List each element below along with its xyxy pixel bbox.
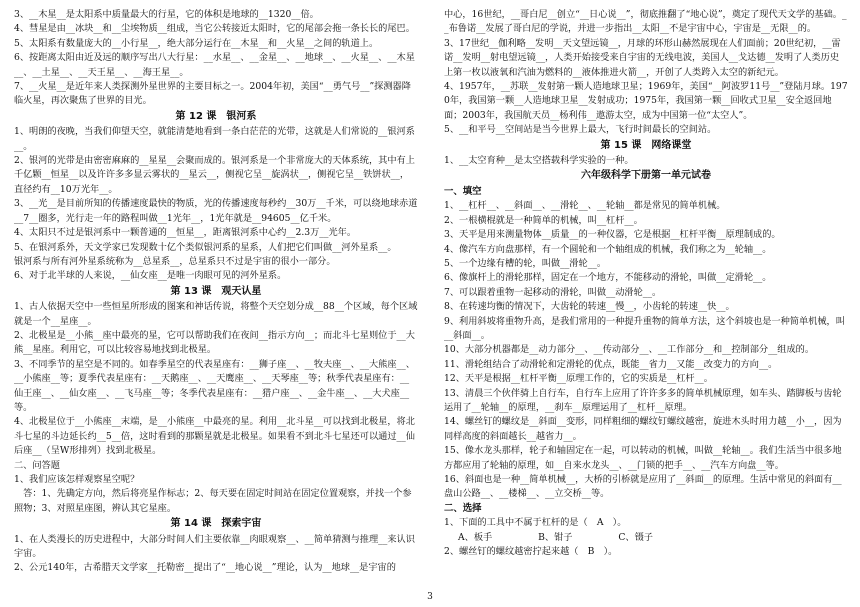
lesson-heading: 第 15 课 网络课堂 xyxy=(600,139,692,151)
choice-options: A、板手 B、钳子 C、镊子 xyxy=(458,531,653,543)
question-item: 3、__光__是目前所知的传播速度最快的物质，光的传播速度每秒约__30万__千米，可以绕地球赤道__7__圈多，光行走一年的路程叫做__1光年__，1光年就是__94605__亿千米。 xyxy=(14,198,418,224)
question-item: 13、清晨三个伙伴骑上自行车，自行车上应用了许许多多的简单机械原理，如车头、踏脚板与齿轮运用了__轮轴__的原理，__刹车__原理运用了__杠杆__原理。 xyxy=(444,387,842,413)
lesson-heading: 六年级科学下册第一单元试卷 xyxy=(581,170,711,182)
question-item: 二、问答题 xyxy=(14,459,60,471)
question-item: 4、北极星位于__小熊座__末端，是__小熊座__中最亮的星。利用__北斗星__可以找到北极星，将北斗七星的斗边延长约__5__倍，这时看到的那颗星就是北极星。如果看不到北斗七星还可以通过__仙后座__（呈W形排列）找到北极星。 xyxy=(14,416,415,457)
question-item: 1、明朗的夜晚，当我们仰望天空，就能清楚地看到一条白茫茫的光带，这就是人们常说的__银河系__。 xyxy=(14,126,415,152)
question-item: 5、一个边缘有槽的轮，叫做__滑轮__。 xyxy=(444,257,607,269)
question-item: 中心，16世纪，__哥白尼__创立“__日心说__”，彻底推翻了“地心说”，奠定了现代天文学的基础。__布鲁诺__发展了哥白尼的学说，并进一步指出__太阳__不是宇宙中心，宇宙是__无限__的。 xyxy=(444,9,847,35)
question-item: 10、大部分机器都是__动力部分__、__传动部分__、__工作部分__和__控制部分__组成的。 xyxy=(444,344,815,356)
question-item: 1、下面的工具中不属于杠杆的是（ A ）。 xyxy=(444,517,627,529)
lesson-heading: 第 14 课 探索宇宙 xyxy=(170,518,262,530)
right-column xyxy=(444,8,848,559)
question-item: 6、对于北半球的人来说，__仙女座__是唯一肉眼可见的河外星系。 xyxy=(14,270,287,282)
question-item: 4、1957年，__苏联__发射第一颗人造地球卫星；1969年，美国“__阿波罗11号__”登陆月球。1970年，我国第一颗__人造地球卫星__发射成功；1975年，我国第一颗__回收式卫星__安全返回地面；2003年，我国航天员__杨利伟__遨游太空，成为中国第一位“太空人”。 xyxy=(444,81,848,121)
question-item: 银河系与所有河外星系统称为__总星系__，总星系只不过是宇宙的很小一部分。 xyxy=(14,255,336,267)
question-item: 11、滑轮组结合了动滑轮和定滑轮的优点，既能__省力__又能__改变力的方向__。 xyxy=(444,358,778,370)
question-item: 5、__和平号__空间站是当今世界上最大，飞行时间最长的空间站。 xyxy=(444,124,717,136)
section-heading: 二、选择 xyxy=(444,502,482,514)
lesson-heading: 第 12 课 银河系 xyxy=(175,110,257,122)
question-item: 答：1、先确定方向，然后将亮星作标志；2、每天要在固定时间站在固定位置观察，并找一个参照物；3、对照星座图，辨认其它星座。 xyxy=(14,488,412,514)
question-item: 4、像汽车方向盘那样，有一个圆轮和一个轴组成的机械，我们称之为__轮轴__。 xyxy=(444,243,772,255)
question-item: 6、像旗杆上的滑轮那样，固定在一个地方，不能移动的滑轮，叫做__定滑轮__。 xyxy=(444,272,772,284)
question-item: 1、__太空育种__是太空搭载科学实验的一种。 xyxy=(444,155,634,167)
question-item: 4、太阳只不过是银河系中一颗普通的__恒星__，距离银河系中心约__2.3万__光年。 xyxy=(14,227,357,239)
lesson-heading: 第 13 课 观天认星 xyxy=(170,285,262,297)
question-item: 2、一根横棍就是一种简单的机械，叫__杠杆__。 xyxy=(444,214,643,226)
question-item: 3、天平是用来测量物体__质量__的一种仪器，它是根据__杠杆平衡__原理制成的。 xyxy=(444,229,781,241)
question-item: 14、螺丝钉的螺纹是__斜面__变形，同样粗细的螺纹钉螺纹越密，旋进木头时用力越__小__，因为同样高度的斜面越长__越省力__。 xyxy=(444,416,842,442)
question-item: 5、在银河系外，天文学家已发现数十亿个类似银河系的星系，人们把它们叫做__河外星系__。 xyxy=(14,241,397,253)
left-column xyxy=(14,8,418,576)
question-item: 15、像水龙头那样，轮子和轴固定在一起，可以转动的机械，叫做__轮轴__。我们生活当中很多地方都应用了轮轴的原理，如__自来水龙头__、__门锁的把手__、__汽车方向盘__等。 xyxy=(444,445,842,471)
question-item: 2、公元140年，古希腊天文学家__托勒密__提出了“__地心说__”理论，认为__地球__是宇宙的 xyxy=(14,562,396,574)
question-item: 8、在转速均衡的情况下，大齿轮的转速__慢__，小齿轮的转速__快__。 xyxy=(444,301,735,313)
question-item: 16、斜面也是一种__简单机械__，大桥的引桥就是应用了__斜面__的原理。生活中常见的斜面有__盘山公路__、__楼梯__、__立交桥__等。 xyxy=(444,474,842,500)
question-item: 2、北极星是__小熊__座中最亮的星，它可以帮助我们在夜间__指示方向__；而北斗七星则位于__大熊__星座。利用它，可以比较容易地找到北极星。 xyxy=(14,329,415,356)
question-item: 3、17世纪__伽利略__发明__天文望远镜__，月球的环形山赫然展现在人们面前；20世纪初，__雷诺__发明__射电望远镜__，人类开始接受来自宇宙的无线电波，美国人__戈达德__发明了人类历史上第一枚以液氧和汽油为燃料的__液体推进火箭__，开创了人类跨入太空的新纪元。 xyxy=(444,37,841,78)
question-item: 1、在人类漫长的历史进程中，大部分时间人们主要依靠__肉眼观察__、__简单猜测与推理__来认识宇宙。 xyxy=(14,533,415,560)
question-item: 2、螺丝钉的螺纹越密拧起来越（ B ）。 xyxy=(444,546,618,558)
question-item: 2、银河的光带是由密密麻麻的__星星__会聚而成的。银河系是一个非常庞大的天体系统，其中有上千亿颗__恒星__以及许许多多显云雾状的__星云__，侧视它呈__旋涡状__，侧视它呈__铁饼状__，直径约有__10万光年__。 xyxy=(14,155,415,195)
question-item: 4、彗星是由__冰块__和__尘埃物质__组成，当它公转接近太阳时，它的尾部会拖一条长长的尾巴。 xyxy=(14,23,415,35)
question-item: 6、按距离太阳由近及远的顺序写出八大行星：__水星__、__金星__、__地球__、__火星__、__木星__、__土星__、__天王星__、__海王星__。 xyxy=(14,52,415,78)
question-item: 9、利用斜坡将重物升高，是我们常用的一种提升重物的简单方法，这个斜坡也是一种简单机械，叫__斜面__。 xyxy=(444,315,845,341)
page-number: 3 xyxy=(427,592,433,602)
question-item: 3、不同季节的星空是不同的。如春季星空的代表星座有：__狮子座__、__牧夫座__、__大熊座__、__小熊座__等；夏季代表星座有：__天鹅座__、__天鹰座__、__天琴座__等；秋季代表星座有：__仙王座__、__仙女座__、__飞马座__等；冬季代表星座有：__猎户座__、__金牛座__、__大犬座__等。 xyxy=(14,358,415,413)
question-item: 7、可以跟着重物一起移动的滑轮，叫做__动滑轮__。 xyxy=(444,286,662,298)
question-item: 1、古人依据天空中一些恒星所形成的图案和神话传说，将整个天空划分成__88__个区域，每个区域就是一个__星座__。 xyxy=(14,301,418,327)
question-item: 1、我们应该怎样观察星空呢？ xyxy=(14,474,140,485)
question-item: 7、__火星__是近年来人类探测外星世界的主要目标之一。2004年初，美国“__勇气号__”探测器降临火星，再次聚焦了世界的目光。 xyxy=(14,81,411,107)
question-item: 3、__木星__是太阳系中质量最大的行星，它的体积是地球的__1320__倍。 xyxy=(14,9,319,20)
question-item: 5、太阳系有数量庞大的__小行星__，绝大部分运行在__木星__和__火星__之间的轨道上。 xyxy=(14,37,379,49)
section-heading: 一、填空 xyxy=(444,185,482,197)
question-item: 12、天平是根据__杠杆平衡__原理工作的，它的实质是__杠杆__。 xyxy=(444,373,713,385)
question-item: 1、__杠杆__、__斜面__、__滑轮__、__轮轴__都是常见的简单机械。 xyxy=(444,200,726,212)
